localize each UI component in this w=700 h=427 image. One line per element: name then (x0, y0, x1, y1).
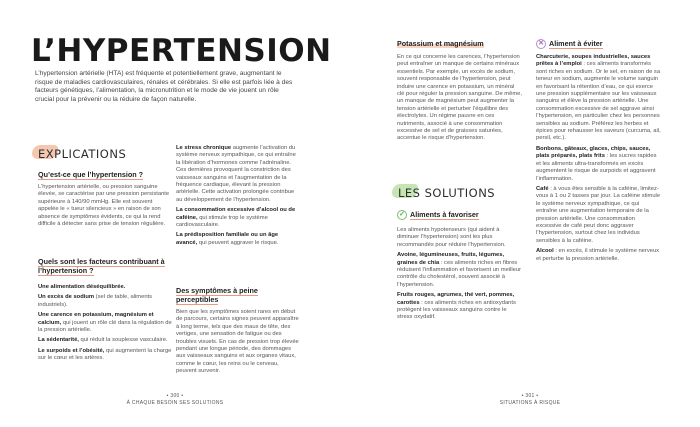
symptoms-text: Bien que les symptômes soient rares en début de parcours, certains signes peuvent apparaître à long terme, tels que des maux de tête, des vertiges, une sensation de fatigue ou des troubles visuels. En cas de pression trop élevée pendant une longue période, des dommages aux vaisseaux sanguins et aux organes vitaux, comme le cœur, les reins ou le cerveau, peuvent survenir. (176, 309, 299, 375)
right-footer (450, 393, 610, 407)
q1-text: L’hypertension artérielle, ou pression sanguine élevée, se caractérise par une pression persistante supérieure à 140/90 mmHg. Elle est souvent appelée le « tueur silencieux » en raison de son absence de symptômes évidents, ce qui la rend difficile à détecter sans prise de tension régulière. (38, 184, 170, 228)
favor-item: Fruits rouges, agrumes, thé vert, pommes, carottes : ces aliments riches en antioxydants protègent les vaisseaux sanguins contre le stress oxydatif. (397, 292, 516, 321)
factor-item: La sédentarité, qui réduit la souplesse vasculaire. (38, 337, 168, 344)
avoid-item: Alcool : en excès, il stimule le système nerveux et perturbe la pression artérielle. (536, 248, 660, 262)
footer-label: SITUATIONS À RISQUE (499, 400, 561, 406)
avoid-heading: ✕ Aliment à éviter (536, 40, 661, 49)
factor-item: Le stress chronique augmente l’activation du système nerveux sympathique, ce qui entraîne la libération d’hormones comme l’adrénaline. Ces dernières provoquent la constriction des vaisseaux sanguins et l’augmentation de la fréquence cardiaque, élevant la pression artérielle. Cette activation prolongée contribue au développement de l’hypertension. (176, 145, 296, 203)
factor-item: Une carence en potassium, magnésium et calcium, qui jouent un rôle clé dans la régulation de la pression artérielle. (38, 312, 172, 334)
favor-list (397, 227, 523, 325)
favor-intro: Les aliments hypotenseurs (qui aident à diminuer l’hypertension) sont les plus recommandés pour réduire l’hypertension. (397, 227, 506, 248)
favor-heading: ✓ Aliments à favoriser (397, 211, 523, 220)
symptoms-heading: Des symptômes à peine perceptibles (176, 286, 258, 304)
factor-item: Un excès de sodium (sel de table, aliments industriels). (38, 294, 153, 308)
avoid-item: Charcuterie, soupes industrielles, sauces prêtes à l’emploi : ces aliments transformés sont riches en sodium. Or le sel, en raison de sa teneur en sodium, augmente le volume sanguin en favorisant la rétention d’eau, ce qui exerce une pression supplémentaire sur les vaisseaux sanguins et élève la pression artérielle. Une consommation excessive de sel aggrave ainsi l’hypertension, en particulier chez les personnes sensibles au sodium. Préférez les herbes et épices pour rehausser les saveurs (curcuma, ail, persil, etc.). (536, 54, 661, 142)
explications-heading: EXPLICATIONS (38, 147, 126, 161)
avoid-item: Café : à vous êtes sensible à la caféine, limitez-vous à 1 ou 2 tasses par jour. La caféine stimule le système nerveux sympathique, ce qui entraîne une augmentation temporaire de la pression artérielle. Une consommation excessive de café peut donc aggraver l’hypertension, surtout chez les individus sensibles à la caféine. (536, 185, 661, 244)
q1-heading: Qu’est-ce que l’hypertension ? (38, 170, 144, 179)
check-icon: ✓ (397, 210, 407, 220)
page-number: • 300 • (166, 393, 184, 399)
left-footer (95, 393, 255, 407)
potassium-text-block (397, 54, 523, 146)
right-page (350, 0, 700, 427)
favor-item: Avoine, légumineuses, fruits, légumes, graines de chia : ces aliments riches en fibres réduisent l’inflammation et favorisent un meilleur contrôle du cholestérol, souvent associé à l’hypertension. (397, 252, 522, 288)
q1-text-block (38, 184, 173, 231)
solutions-heading: LES SOLUTIONS (398, 186, 495, 200)
avoid-list (536, 54, 661, 266)
potassium-text: En ce qui concerne les carences, l’hypertension peut entraîner un manque de certains minéraux essentiels. Par exemple, un excès de sodium, souvent responsable de l’hypertension, peut induire une carence en potassium, un minéral clé pour réguler la pression sanguine. De même, un manque de magnésium peut augmenter la tension artérielle et perturber l’équilibre des électrolytes. Un régime pauvre en ces nutriments, associé à une consommation excessive de sel et de graisses saturées, accentue le risque d’hypertension. (397, 54, 523, 142)
factor-item: Une alimentation déséquilibrée. (38, 284, 126, 290)
factor-item: Le surpoids et l’obésité, qui augmentent la charge sur le cœur et les artères. (38, 347, 172, 362)
factors-column-2 (176, 145, 298, 250)
factor-item: La consommation excessive d’alcool ou de caféine, qui stimule trop le système cardiovasculaire. (176, 207, 296, 229)
q2-heading: Quels sont les facteurs contribuant à l’hypertension ? (38, 257, 165, 275)
cross-icon: ✕ (536, 39, 546, 49)
page-number: • 301 • (521, 393, 539, 399)
intro-paragraph: L’hypertension artérielle (HTA) est fréquente et potentiellement grave, augmentant le risque de maladies cardiovasculaires, rénales et cérébrales. Si elle est parfois liée à des facteurs génétiques, l’alimentation, la micronutrition et le mode de vie jouent un rôle crucial pour la prévenir ou la réduire de façon naturelle. (35, 70, 293, 103)
factors-list (38, 284, 173, 366)
footer-label: À CHAQUE BESOIN SES SOLUTIONS (126, 400, 224, 406)
avoid-item: Bonbons, gâteaux, glaces, chips, sauces, plats préparés, plats frits : les sucres rapides et les aliments ultra-transformés en excès augmentent le risque de surpoids et aggravent l’inflammation. (536, 145, 657, 182)
page-title: L’HYPERTENSION (31, 33, 332, 69)
factor-item: La prédisposition familiale ou un âge avancé, qui peuvent aggraver le risque. (176, 232, 279, 246)
potassium-heading: Potassium et magnésium (397, 39, 484, 48)
symptoms-text-block (176, 309, 300, 379)
